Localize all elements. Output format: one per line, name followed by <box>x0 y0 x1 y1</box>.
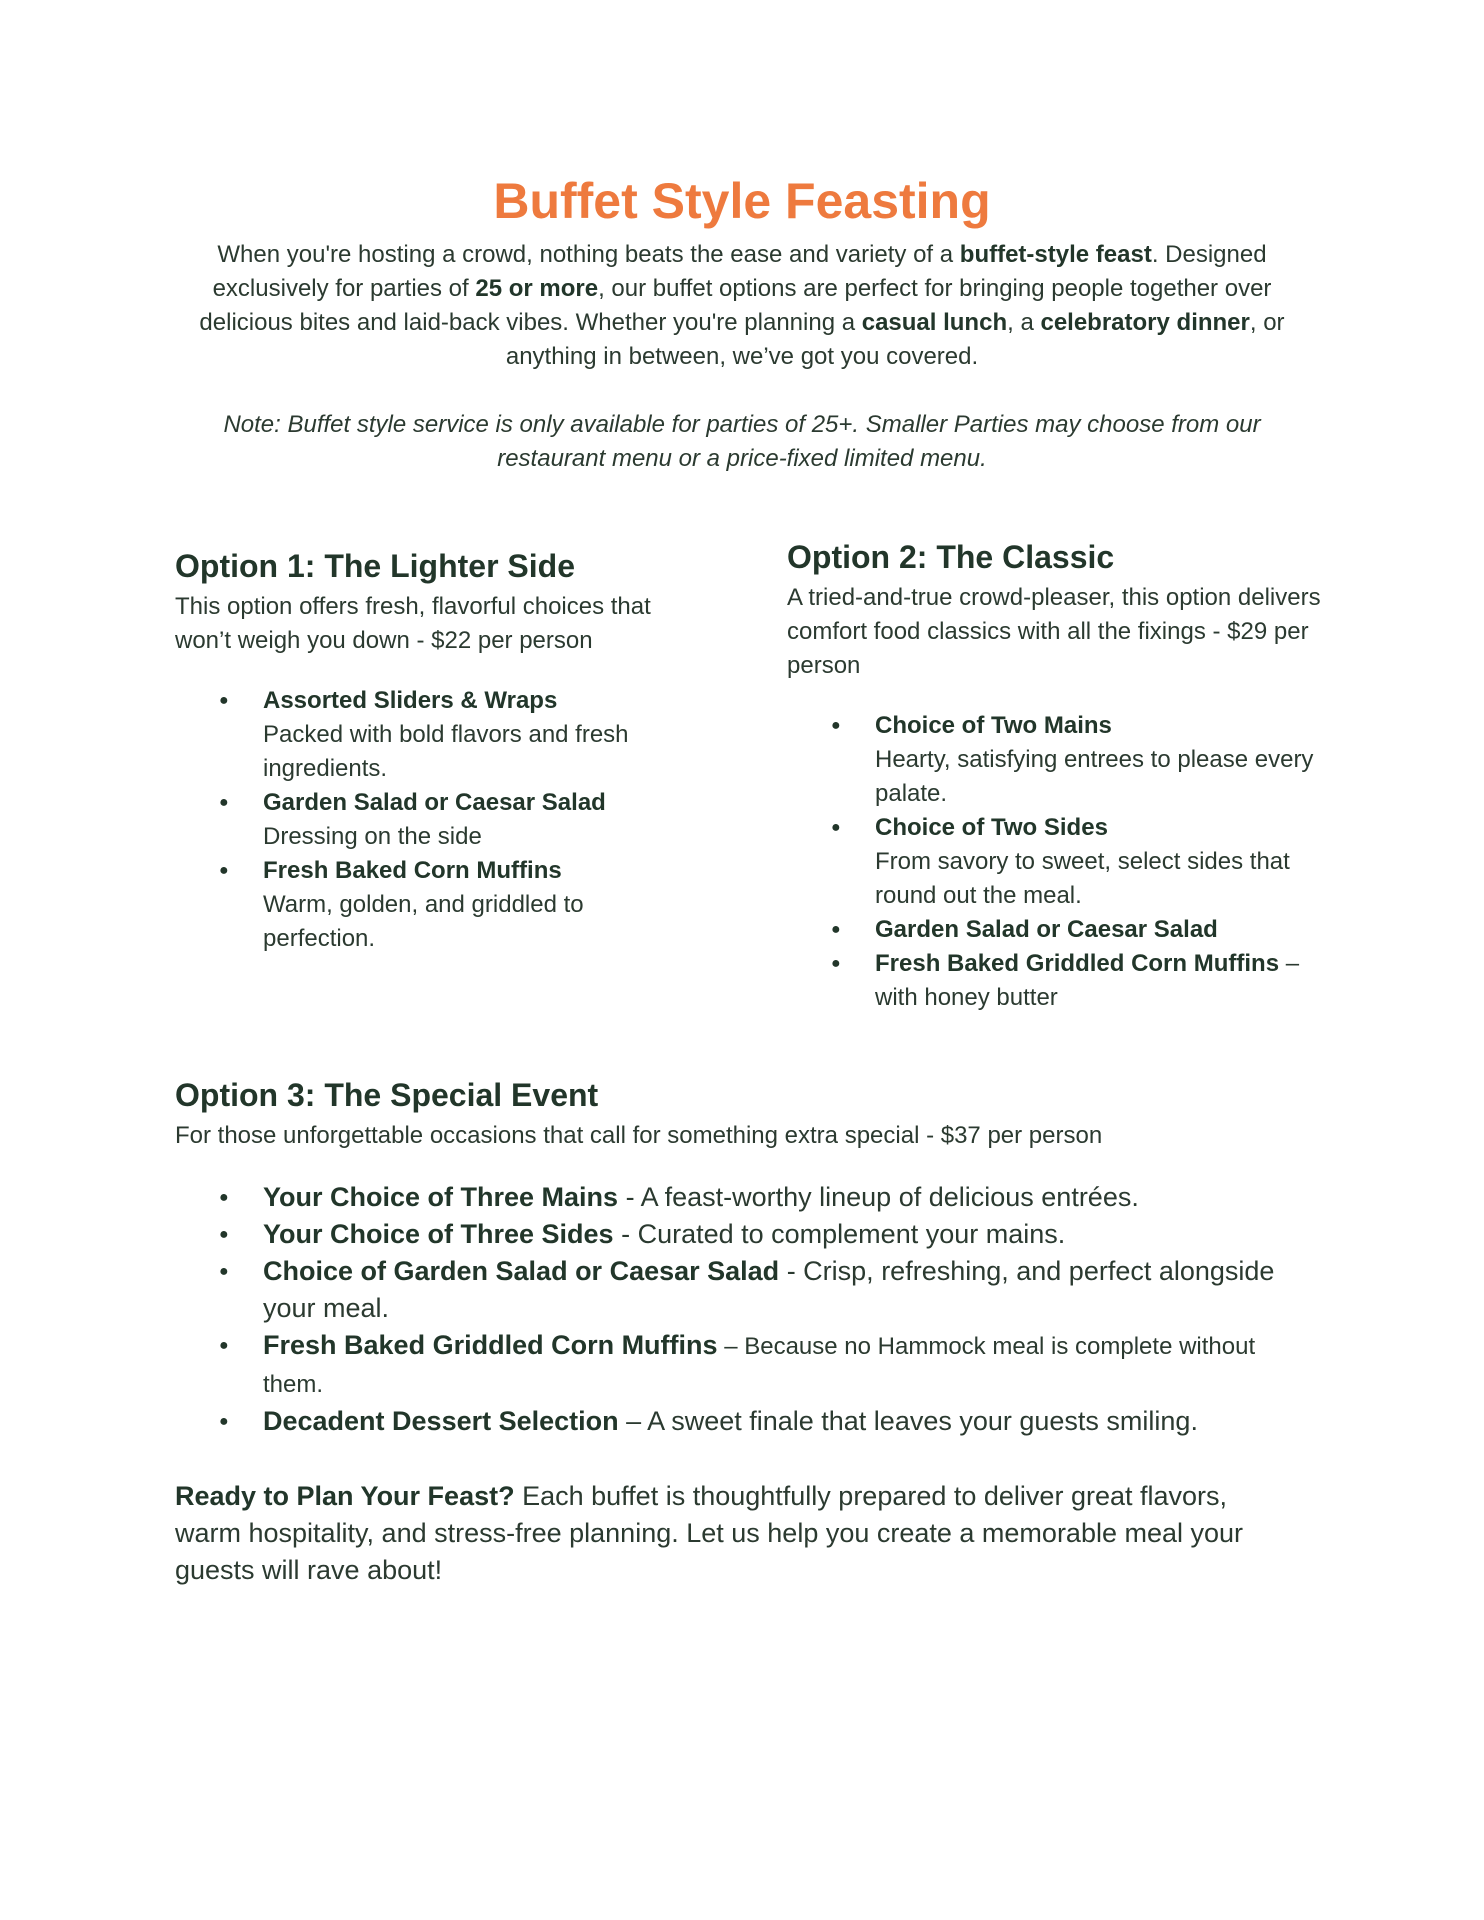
intro-bold-1: buffet-style feast <box>959 241 1152 268</box>
intro-text-4: , a <box>1007 309 1041 336</box>
list-item <box>831 811 1327 913</box>
option-1-list <box>175 684 695 956</box>
list-item <box>831 709 1327 811</box>
item-description: - A feast-worthy lineup of delicious entrées. <box>618 1182 1139 1212</box>
item-name: Choice of Garden Salad or Caesar Salad <box>263 1256 780 1286</box>
item-name: Assorted Sliders & Wraps <box>263 687 558 714</box>
intro-text-1: When you're hosting a crowd, nothing beats the ease and variety of a <box>217 241 960 268</box>
list-item <box>219 854 695 956</box>
item-name: Fresh Baked Griddled Corn Muffins <box>875 950 1280 977</box>
option-1-description: This option offers fresh, flavorful choices that won’t weigh you down - $22 per person <box>175 593 651 654</box>
list-item <box>219 1216 1315 1253</box>
option-2-list <box>787 709 1327 1015</box>
item-name: Garden Salad or Caesar Salad <box>263 789 606 816</box>
intro-text-2: . Designed exclusively for parties of <box>212 241 1267 302</box>
intro-paragraph <box>180 238 1304 374</box>
option-2-heading: Option 2: The Classic <box>787 539 1115 575</box>
option-3-section <box>175 1075 1315 1440</box>
item-description: Hearty, satisfying entrees to please every palate. <box>875 746 1314 807</box>
item-name: Your Choice of Three Sides <box>263 1219 614 1249</box>
item-name: Garden Salad or Caesar Salad <box>875 916 1218 943</box>
item-description: - Crisp, refreshing, and perfect alongside your meal. <box>263 1256 1275 1323</box>
option-3-heading: Option 3: The Special Event <box>175 1077 599 1113</box>
option-2-description: A tried-and-true crowd-pleaser, this option delivers comfort food classics with all the fixings - $29 per person <box>787 584 1321 679</box>
option-3-list <box>175 1179 1315 1440</box>
item-name: Choice of Two Sides <box>875 814 1108 841</box>
intro-text-5: , or anything in between, we’ve got you covered. <box>505 309 1285 370</box>
item-description: – with honey butter <box>875 950 1300 1011</box>
item-name: Your Choice of Three Mains <box>263 1182 619 1212</box>
option-2-section <box>787 537 1327 1015</box>
item-description: From savory to sweet, select sides that round out the meal. <box>875 848 1290 909</box>
list-item <box>831 947 1327 1015</box>
option-1-section <box>175 546 695 956</box>
list-item <box>219 1403 1315 1440</box>
item-description: – A sweet finale that leaves your guests smiling. <box>618 1406 1198 1436</box>
list-item <box>219 1253 1315 1327</box>
item-description: Dressing on the side <box>263 823 482 850</box>
item-name: Fresh Baked Griddled Corn Muffins <box>263 1330 718 1360</box>
closing-paragraph <box>175 1478 1295 1589</box>
intro-bold-2: 25 or more <box>475 275 599 302</box>
list-item <box>219 1327 1315 1403</box>
list-item <box>831 913 1327 947</box>
note: Note: Buffet style service is only available for parties of 25+. Smaller Parties may choose from our restaurant menu or a price-fixed limited menu. <box>223 411 1261 472</box>
item-description: Packed with bold flavors and fresh ingredients. <box>263 721 629 782</box>
list-item <box>219 684 695 786</box>
item-description: – Because no Hammock meal is complete without them. <box>263 1333 1256 1398</box>
option-3-description: For those unforgettable occasions that call for something extra special - $37 per person <box>175 1122 1103 1149</box>
list-item <box>219 786 695 854</box>
closing-lead: Ready to Plan Your Feast? <box>175 1481 515 1511</box>
list-item <box>219 1179 1315 1216</box>
intro-bold-3: casual lunch <box>861 309 1008 336</box>
item-name: Decadent Dessert Selection <box>263 1406 619 1436</box>
item-description: Warm, golden, and griddled to perfection. <box>263 891 584 952</box>
page-title: Buffet Style Feasting <box>493 173 991 229</box>
item-name: Choice of Two Mains <box>875 712 1112 739</box>
intro-text-3: , our buffet options are perfect for bringing people together over delicious bites and laid-back vibes. Whether you're planning a <box>199 275 1272 336</box>
closing-text: Each buffet is thoughtfully prepared to deliver great flavors, warm hospitality, and stress-free planning. Let us help you create a memorable meal your guests will rave about! <box>175 1481 1244 1585</box>
option-1-heading: Option 1: The Lighter Side <box>175 548 575 584</box>
item-description: - Curated to complement your mains. <box>613 1219 1066 1249</box>
intro-bold-4: celebratory dinner <box>1040 309 1250 336</box>
item-name: Fresh Baked Corn Muffins <box>263 857 562 884</box>
